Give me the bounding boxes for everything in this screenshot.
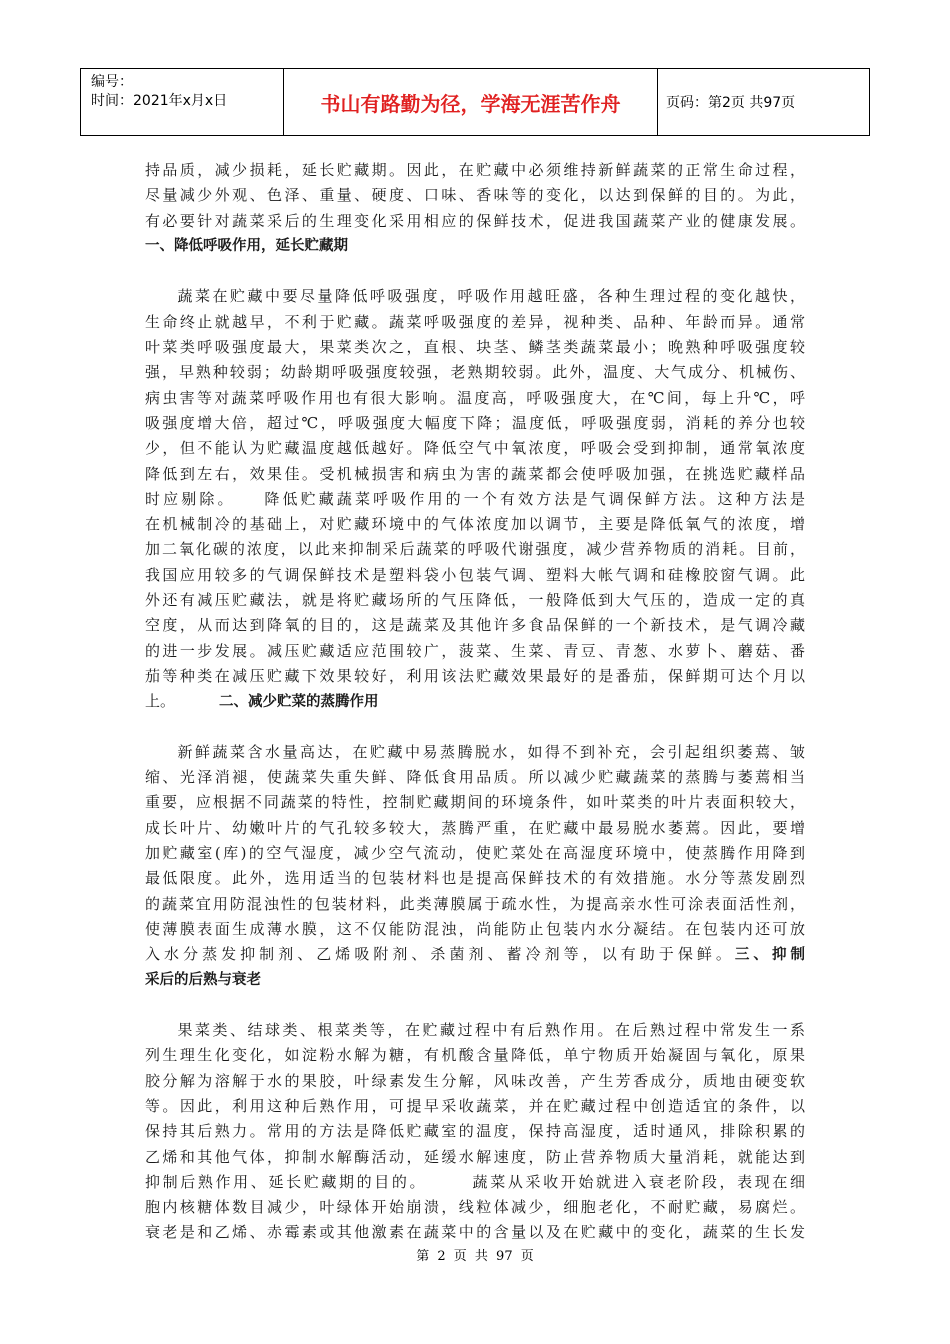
body-line: 持品质，减少损耗，延长贮藏期。因此，在贮藏中必须维持新鲜蔬菜的正常生命过程， xyxy=(145,161,805,179)
body-line: 空度，从而达到降氧的目的，这是蔬菜及其他许多食品保鲜的一个新技术，是气调冷藏 xyxy=(145,616,805,635)
body-line: 加贮藏室(库)的空气湿度，减少空气流动，使贮菜处在高湿度环境中，使蒸腾作用降到 xyxy=(145,844,805,863)
body-line: 胶分解为溶解于水的果胶，叶绿素发生分解，风味改善，产生芳香成分，质地由硬变软 xyxy=(145,1071,805,1090)
body-line: 等。因此，利用这种后熟作用，可提早采收蔬菜，并在贮藏过程中创造适宜的条件，以 xyxy=(145,1096,805,1115)
body-line: 吸强度增大倍，超过℃，呼吸强度大幅度下降；温度低，呼吸强度弱，消耗的养分也较 xyxy=(145,413,805,432)
body-line: 衰老是和乙烯、赤霉素或其他激素在蔬菜中的含量以及在贮藏中的变化，蔬菜的生长发 xyxy=(145,1223,805,1242)
body-line: 外还有减压贮藏法，就是将贮藏场所的气压降低，一般降低到大气压的，造成一定的真 xyxy=(145,591,805,610)
document-date: 时间：2021年x月x日 xyxy=(91,93,228,109)
body-line: 的进一步发展。减压贮藏适应范围较广，菠菜、生菜、青豆、青葱、水萝卜、蘑菇、番 xyxy=(145,641,805,660)
body-line: 叶菜类呼吸强度最大，果菜类次之，直根、块茎、鳞茎类蔬菜最小；晚熟种呼吸强度较 xyxy=(145,338,805,357)
body-line: 重要，应根据不同蔬菜的特性，控制贮藏期间的环境条件，如叶菜类的叶片表面积较大， xyxy=(145,793,805,812)
body-line: 最低限度。此外，选用适当的包装材料也是提高保鲜技术的有效措施。水分等蒸发剧烈 xyxy=(145,869,805,888)
body-line: 生命终止就越早，不利于贮藏。蔬菜呼吸强度的差异，视种类、品种、年龄而异。通常 xyxy=(145,312,805,331)
body-line: 新鲜蔬菜含水量高达，在贮藏中易蒸腾脱水，如得不到补充，会引起组织萎蔫、皱 xyxy=(175,742,805,761)
page-footer: 第 2 页 共 97 页 xyxy=(416,1249,534,1264)
body-line: 强，早熟种较弱；幼龄期呼吸强度较强，老熟期较弱。此外，温度、大气成分、机械伤、 xyxy=(145,363,805,382)
blank-line xyxy=(145,715,805,740)
body-line: 的蔬菜宜用防混浊性的包装材料，此类薄膜属于疏水性，为提高亲水性可涂表面活性剂， xyxy=(145,894,805,913)
body-line: 列生理生化变化，如淀粉水解为糖，有机酸含量降低，单宁物质开始凝固与氧化，原果 xyxy=(145,1046,805,1065)
body-line xyxy=(145,689,805,714)
body-line: 有必要针对蔬菜采后的生理变化采用相应的保鲜技术，促进我国蔬菜产业的健康发展。 xyxy=(145,211,805,230)
section-heading-2: 二、减少贮菜的蒸腾作用 xyxy=(219,694,379,711)
body-line: 病虫害等对蔬菜呼吸作用也有很大影响。温度高，呼吸强度大，在℃间，每上升℃，呼 xyxy=(145,388,805,407)
header-motto: 书山有路勤为径，学海无涯苦作舟 xyxy=(284,69,658,135)
body-line: 缩、光泽消褪，使蔬菜失重失鲜、降低食用品质。所以减少贮藏蔬菜的蒸腾与萎蔫相当 xyxy=(145,768,805,787)
section-heading-1: 一、降低呼吸作用，延长贮藏期 xyxy=(145,237,348,254)
body-line: 我国应用较多的气调保鲜技术是塑料袋小包装气调、塑料大帐气调和硅橡胶窗气调。此 xyxy=(145,565,805,584)
section-heading-3-part-1: 三、抑制 xyxy=(734,947,805,964)
body-line: 成长叶片、幼嫩叶片的气孔较多较大，蒸腾严重，在贮藏中最易脱水萎蔫。因此，要增 xyxy=(145,818,805,837)
blank-line xyxy=(145,259,805,284)
body-line: 果菜类、结球类、根菜类等，在贮藏过程中有后熟作用。在后熟过程中常发生一系 xyxy=(175,1021,805,1040)
body-line: 保持其后熟力。常用的方法是降低贮藏室的温度，保持高湿度，适时通风，排除积累的 xyxy=(145,1122,805,1141)
body-line: 降低到左右，效果佳。受机械损害和病虫为害的蔬菜都会使呼吸加强，在挑选贮藏样品 xyxy=(145,464,805,483)
document-body xyxy=(145,158,805,1246)
header-page-info: 页码：第2页 共97页 xyxy=(666,95,796,111)
paragraph-end: 上。 xyxy=(145,692,176,711)
body-line: 使薄膜表面生成薄水膜，这不仅能防混浊，尚能防止包装内水分凝结。在包装内还可放 xyxy=(145,919,805,938)
page-header xyxy=(80,68,870,136)
body-line: 抑制后熟作用、延长贮藏期的目的。 蔬菜从采收开始就进入衰老阶段，表现在细 xyxy=(145,1172,805,1191)
body-line: 蔬菜在贮藏中要尽量降低呼吸强度，呼吸作用越旺盛，各种生理过程的变化越快， xyxy=(175,287,805,306)
body-line: 在机械制冷的基础上，对贮藏环境中的气体浓度加以调节，主要是降低氧气的浓度，增 xyxy=(145,515,805,534)
body-line: 茄等种类在减压贮藏下效果较好，利用该法贮藏效果最好的是番茄，保鲜期可达个月以 xyxy=(145,666,805,685)
paragraph-end: 入水分蒸发抑制剂、乙烯吸附剂、杀菌剂、蓄冷剂等，以有助于保鲜。 xyxy=(145,945,735,964)
body-line: 加二氧化碳的浓度，以此来抑制采后蔬菜的呼吸代谢强度，减少营养物质的消耗。目前， xyxy=(145,540,805,559)
header-meta xyxy=(81,69,284,135)
body-line: 少，但不能认为贮藏温度越低越好。降低空气中氧浓度，呼吸会受到抑制，通常氧浓度 xyxy=(145,439,805,458)
body-line xyxy=(145,942,805,967)
body-line: 乙烯和其他气体，抑制水解酶活动，延缓水解速度，防止营养物质大量消耗，就能达到 xyxy=(145,1147,805,1166)
section-heading-3-part-2: 采后的后熟与衰老 xyxy=(145,971,261,988)
blank-line xyxy=(145,993,805,1018)
body-line: 胞内核糖体数目减少，叶绿体开始崩溃，线粒体减少，细胞老化，不耐贮藏，易腐烂。 xyxy=(145,1198,805,1217)
body-line: 时应剔除。 降低贮藏蔬菜呼吸作用的一个有效方法是气调保鲜方法。这种方法是 xyxy=(145,489,805,508)
body-line: 尽量减少外观、色泽、重量、硬度、口味、香味等的变化，以达到保鲜的目的。为此， xyxy=(145,186,805,205)
document-number: 编号： xyxy=(91,74,133,90)
